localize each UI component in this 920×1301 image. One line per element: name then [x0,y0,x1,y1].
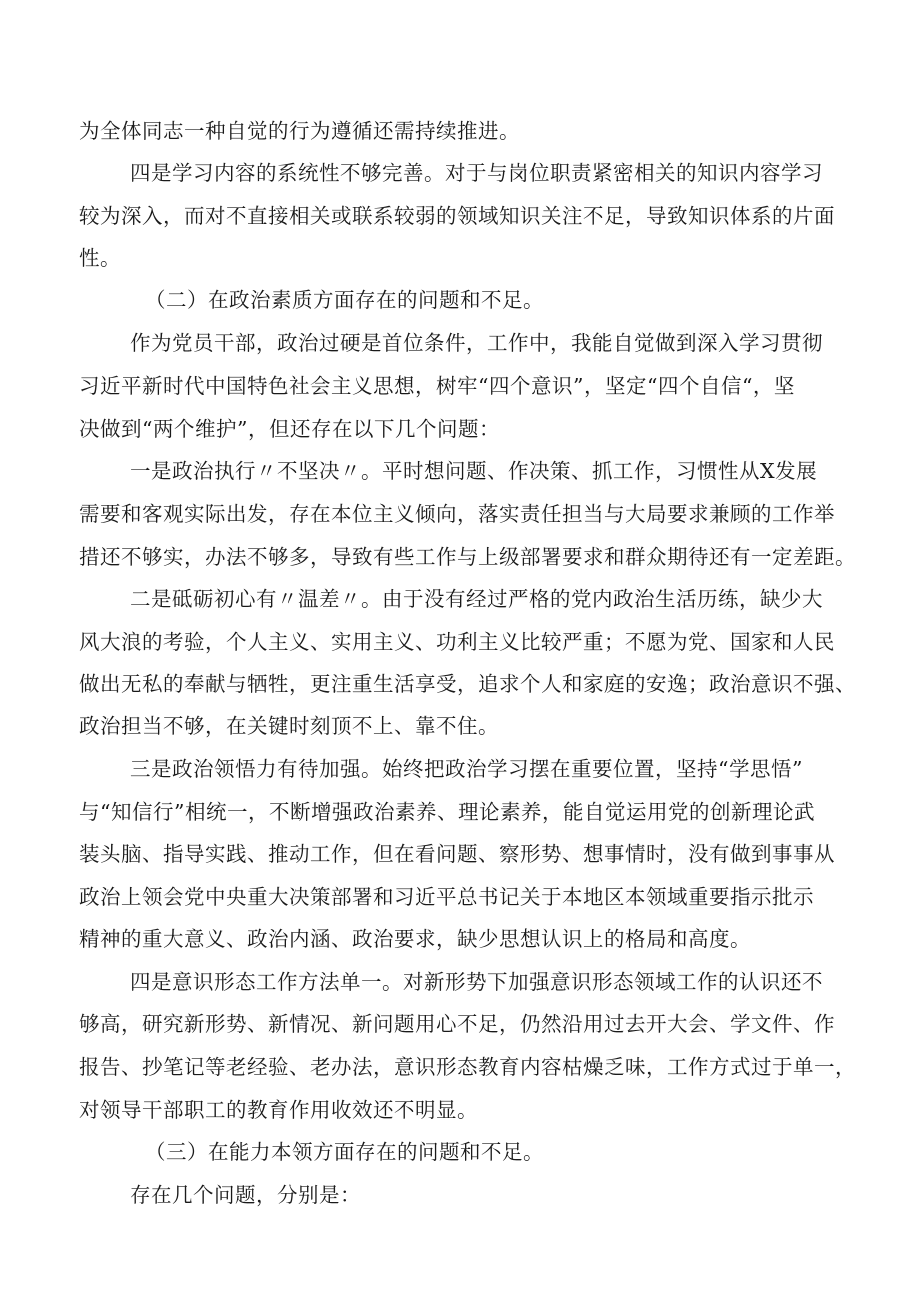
paragraph-line: 风大浪的考验，个人主义、实用主义、功利主义比较严重；不愿为党、国家和人民 [79,630,835,654]
paragraph-line: 措还不够实，办法不够多，导致有些工作与上级部署要求和群众期待还有一定差距。 [79,545,856,569]
paragraph-line: 存在几个问题，分别是： [130,1183,361,1207]
paragraph-line: 够高，研究新形势、新情况、新问题用心不足，仍然沿用过去开大会、学文件、作 [79,1012,835,1036]
paragraph-line: 做出无私的奉献与牺牲，更注重生活享受，追求个人和家庭的安逸；政治意识不强、 [79,672,856,696]
section-heading: （二）在政治素质方面存在的问题和不足。 [145,288,544,312]
paragraph-line: 作为党员干部，政治过硬是首位条件，工作中，我能自觉做到深入学习贯彻 [130,331,823,355]
paragraph-line: 精神的重大意义、政治内涵、政治要求，缺少思想认识上的格局和高度。 [79,927,751,951]
paragraph-line: 报告、抄笔记等老经验、老办法，意识形态教育内容枯燥乏味，工作方式过于单一， [79,1055,856,1079]
paragraph-line: 三是政治领悟力有待加强。始终把政治学习摆在重要位置，坚持“学思悟” [130,757,803,781]
paragraph-line: 二是砥砺初心有〃温差〃。由于没有经过严格的党内政治生活历练，缺少大 [130,587,823,611]
paragraph-line: 较为深入，而对不直接相关或联系较弱的领域知识关注不足，导致知识体系的片面 [79,204,835,228]
section-heading: （三）在能力本领方面存在的问题和不足。 [145,1140,544,1164]
paragraph-line: 对领导干部职工的教育作用收效还不明显。 [79,1098,478,1122]
paragraph-line: 四是意识形态工作方法单一。对新形势下加强意识形态领域工作的认识还不 [130,970,823,994]
paragraph-line: 政治上领会党中央重大决策部署和习近平总书记关于本地区本领域重要指示批示 [79,885,814,909]
paragraph-line: 决做到“两个维护”，但还存在以下几个问题： [79,417,500,441]
paragraph-line: 四是学习内容的系统性不够完善。对于与岗位职责紧密相关的知识内容学习 [130,161,823,185]
paragraph-line: 需要和客观实际出发，存在本位主义倾向，落实责任担当与大局要求兼顾的工作举 [79,502,835,526]
paragraph-line: 性。 [79,246,121,270]
paragraph-line: 与“知信行”相统一，不断增强政治素养、理论素养，能自觉运用党的创新理论武 [79,800,815,824]
paragraph-line: 习近平新时代中国特色社会主义思想，树牢“四个意识”，坚定“四个自信“，坚 [79,374,795,398]
paragraph-line: 为全体同志一种自觉的行为遵循还需持续推进。 [79,119,520,143]
paragraph-line: 一是政治执行〃不坚决〃。平时想问题、作决策、抓工作，习惯性从X发展 [130,459,818,483]
paragraph-line: 政治担当不够，在关键时刻顶不上、靠不住。 [79,714,499,738]
paragraph-line: 装头脑、指导实践、推动工作，但在看问题、察形势、想事情时，没有做到事事从 [79,842,835,866]
